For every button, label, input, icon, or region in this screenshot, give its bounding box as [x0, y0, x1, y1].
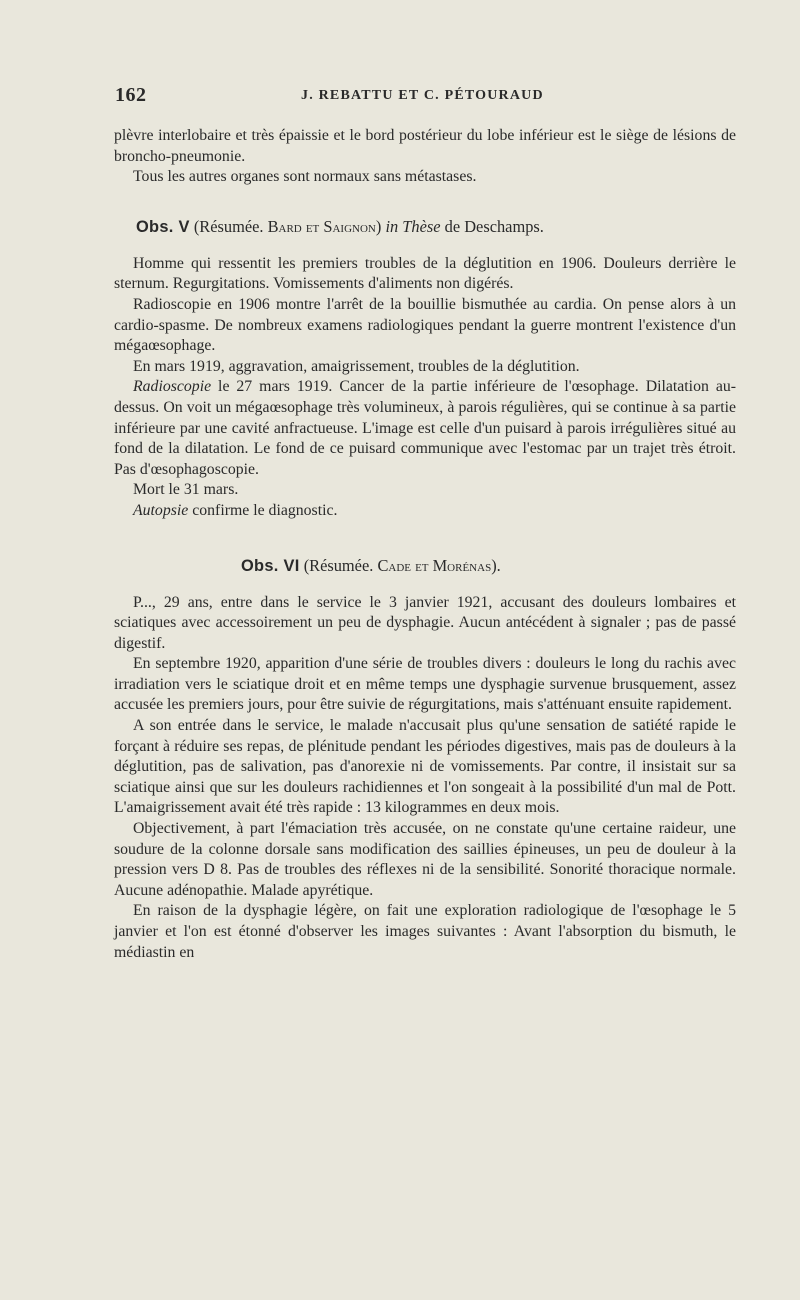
- italic-term: Radioscopie: [133, 378, 212, 396]
- paragraph: [114, 377, 736, 480]
- paragraph: Mort le 31 mars.: [133, 481, 239, 499]
- paragraph: En septembre 1920, apparition d'une série de troubles divers : douleurs le long du rachis avec irradiation vers le sciatique droit et en même temps une dysphagie survenue brusquement, assez accusée les premiers jours, pour être suivie de régurgitations, mais s'atténuant ensuite rapidement.: [114, 655, 736, 714]
- paragraph-text: le 27 mars 1919. Cancer de la partie inférieure de l'œsophage. Dilatation au-dessus. On voit un mégaœsophage très volumineux, à parois régulières, qui se continue à sa partie inférieure par une cavité anfractueuse. L'image est celle d'un puisard à parois irrégulières situé au fond de la dilatation. Le fond de ce puisard communique avec l'estomac par un trajet très étroit. Pas d'œsophagoscopie.: [114, 378, 736, 478]
- observation-heading: [114, 216, 736, 238]
- observation-label: Obs. VI: [241, 556, 300, 575]
- page-number: 162: [115, 84, 147, 106]
- paragraph: En raison de la dysphagie légère, on fait une exploration radiologique de l'œsophage le 5 janvier et l'on est étonné d'observer les images suivantes : Avant l'absorption du bismuth, le médiastin en: [114, 902, 736, 961]
- paragraph: En mars 1919, aggravation, amaigrissement, troubles de la déglutition.: [133, 357, 580, 375]
- paragraph: A son entrée dans le service, le malade n'accusait plus qu'une sensation de satiété rapide le forçant à réduire ses repas, de plénitude pendant les périodes digestives, mais pas de douleurs à la déglutition, pas de salivation, pas d'anorexie ni de vomissements. Par contre, il insistait sur sa sciatique ainsi que sur les douleurs rachidiennes et l'on songeait à la possibilité d'un mal de Pott. L'amaigrissement avait été très rapide : 13 kilogrammes en deux mois.: [114, 717, 736, 817]
- paragraph: Radioscopie en 1906 montre l'arrêt de la bouillie bismuthée au cardia. On pense alors à un cardio-spasme. De nombreux examens radiologiques pendant la guerre montrent l'existence d'un mégaœsophage.: [114, 295, 736, 355]
- heading-in: in: [385, 216, 399, 236]
- heading-authors: Bard et Saignon): [267, 216, 382, 236]
- page-header: [115, 84, 735, 110]
- paragraph-text: confirme le diagnostic.: [188, 501, 338, 519]
- observation-label: Obs. V: [136, 217, 190, 236]
- italic-term: Autopsie: [133, 501, 189, 519]
- heading-thesis: Thèse: [402, 216, 441, 236]
- heading-open: (Résumée.: [303, 555, 374, 575]
- paragraph: plèvre interlobaire et très épaissie et le bord postérieur du lobe inférieur est le siège de lésions de broncho-pneumonie.: [114, 127, 736, 165]
- paragraph: Homme qui ressentit les premiers troubles de la déglutition en 1906. Douleurs derrière le sternum. Regurgitations. Vomissements d'aliments non digérés.: [114, 254, 736, 293]
- paragraph: [114, 501, 736, 522]
- observation-heading: [114, 555, 736, 577]
- running-head: J. REBATTU ET C. PÉTOURAUD: [301, 88, 544, 103]
- page-body: [114, 126, 736, 963]
- heading-rest: de Deschamps.: [444, 216, 544, 236]
- paragraph: Tous les autres organes sont normaux sans métastases.: [133, 168, 477, 186]
- heading-open: (Résumée.: [193, 216, 264, 236]
- paragraph: P..., 29 ans, entre dans le service le 3 janvier 1921, accusant des douleurs lombaires et sciatiques avec accessoirement un peu de dysphagie. Aucun antécédent à signaler ; pas de passé digestif.: [114, 593, 736, 652]
- heading-authors: Cade et Morénas).: [377, 555, 501, 575]
- paragraph: Objectivement, à part l'émaciation très accusée, on ne constate qu'une certaine raideur, une soudure de la colonne dorsale sans modification des saillies épineuses, un peu de douleur à la pression vers D 8. Pas de troubles des réflexes ni de la sensibilité. Sonorité thoracique normale. Aucune adénopathie. Malade apyrétique.: [114, 820, 736, 899]
